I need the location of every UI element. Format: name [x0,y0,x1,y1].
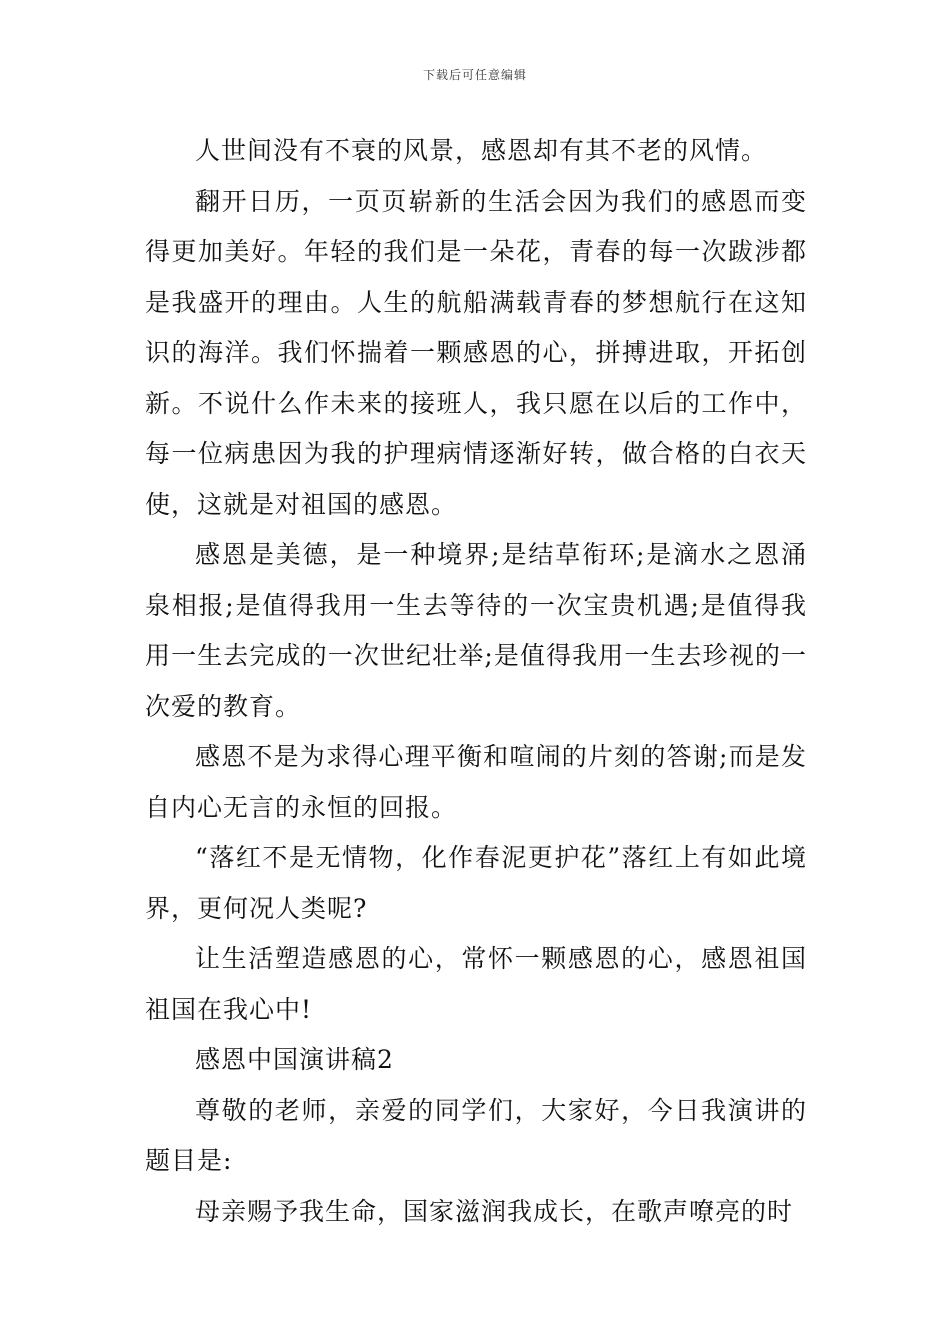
page-header: 下载后可任意编辑 [422,68,527,82]
paragraph-1: 人世间没有不衰的风景，感恩却有其不老的风情。 [195,136,768,165]
paragraph-7: 尊敬的老师，亲爱的同学们，大家好，今日我演讲的题目是: [145,1095,807,1175]
paragraph-2: 翻开日历，一页页崭新的生活会因为我们的感恩而变得更加美好。年轻的我们是一朵花，青春的每一次跋涉都是我盛开的理由。人生的航船满载青春的梦想航行在这知识的海洋。我们怀揣着一颗感恩的心，拼搏进取，开拓创新。不说什么作未来的接班人，我只愿在以后的工作中，每一位病患因为我的护理病情逐渐好转，做合格的白衣天使，这就是对祖国的感恩。 [145,186,807,519]
section-heading: 感恩中国演讲稿2 [195,1045,394,1074]
document-body [145,126,807,1237]
paragraph-8: 母亲赐予我生命，国家滋润我成长，在歌声嘹亮的时 [195,1196,794,1226]
paragraph-3: 感恩是美德，是一种境界;是结草衔环;是滴水之恩涌泉相报;是值得我用一生去等待的一次宝贵机遇;是值得我用一生去完成的一次世纪壮举;是值得我用一生去珍视的一次爱的教育。 [145,540,807,721]
paragraph-6: 让生活塑造感恩的心，常怀一颗感恩的心，感恩祖国祖国在我心中! [145,944,807,1024]
paragraph-4: 感恩不是为求得心理平衡和喧闹的片刻的答谢;而是发自内心无言的永恒的回报。 [145,742,807,822]
paragraph-5: “落红不是无情物，化作春泥更护花”落红上有如此境界，更何况人类呢? [145,843,807,923]
